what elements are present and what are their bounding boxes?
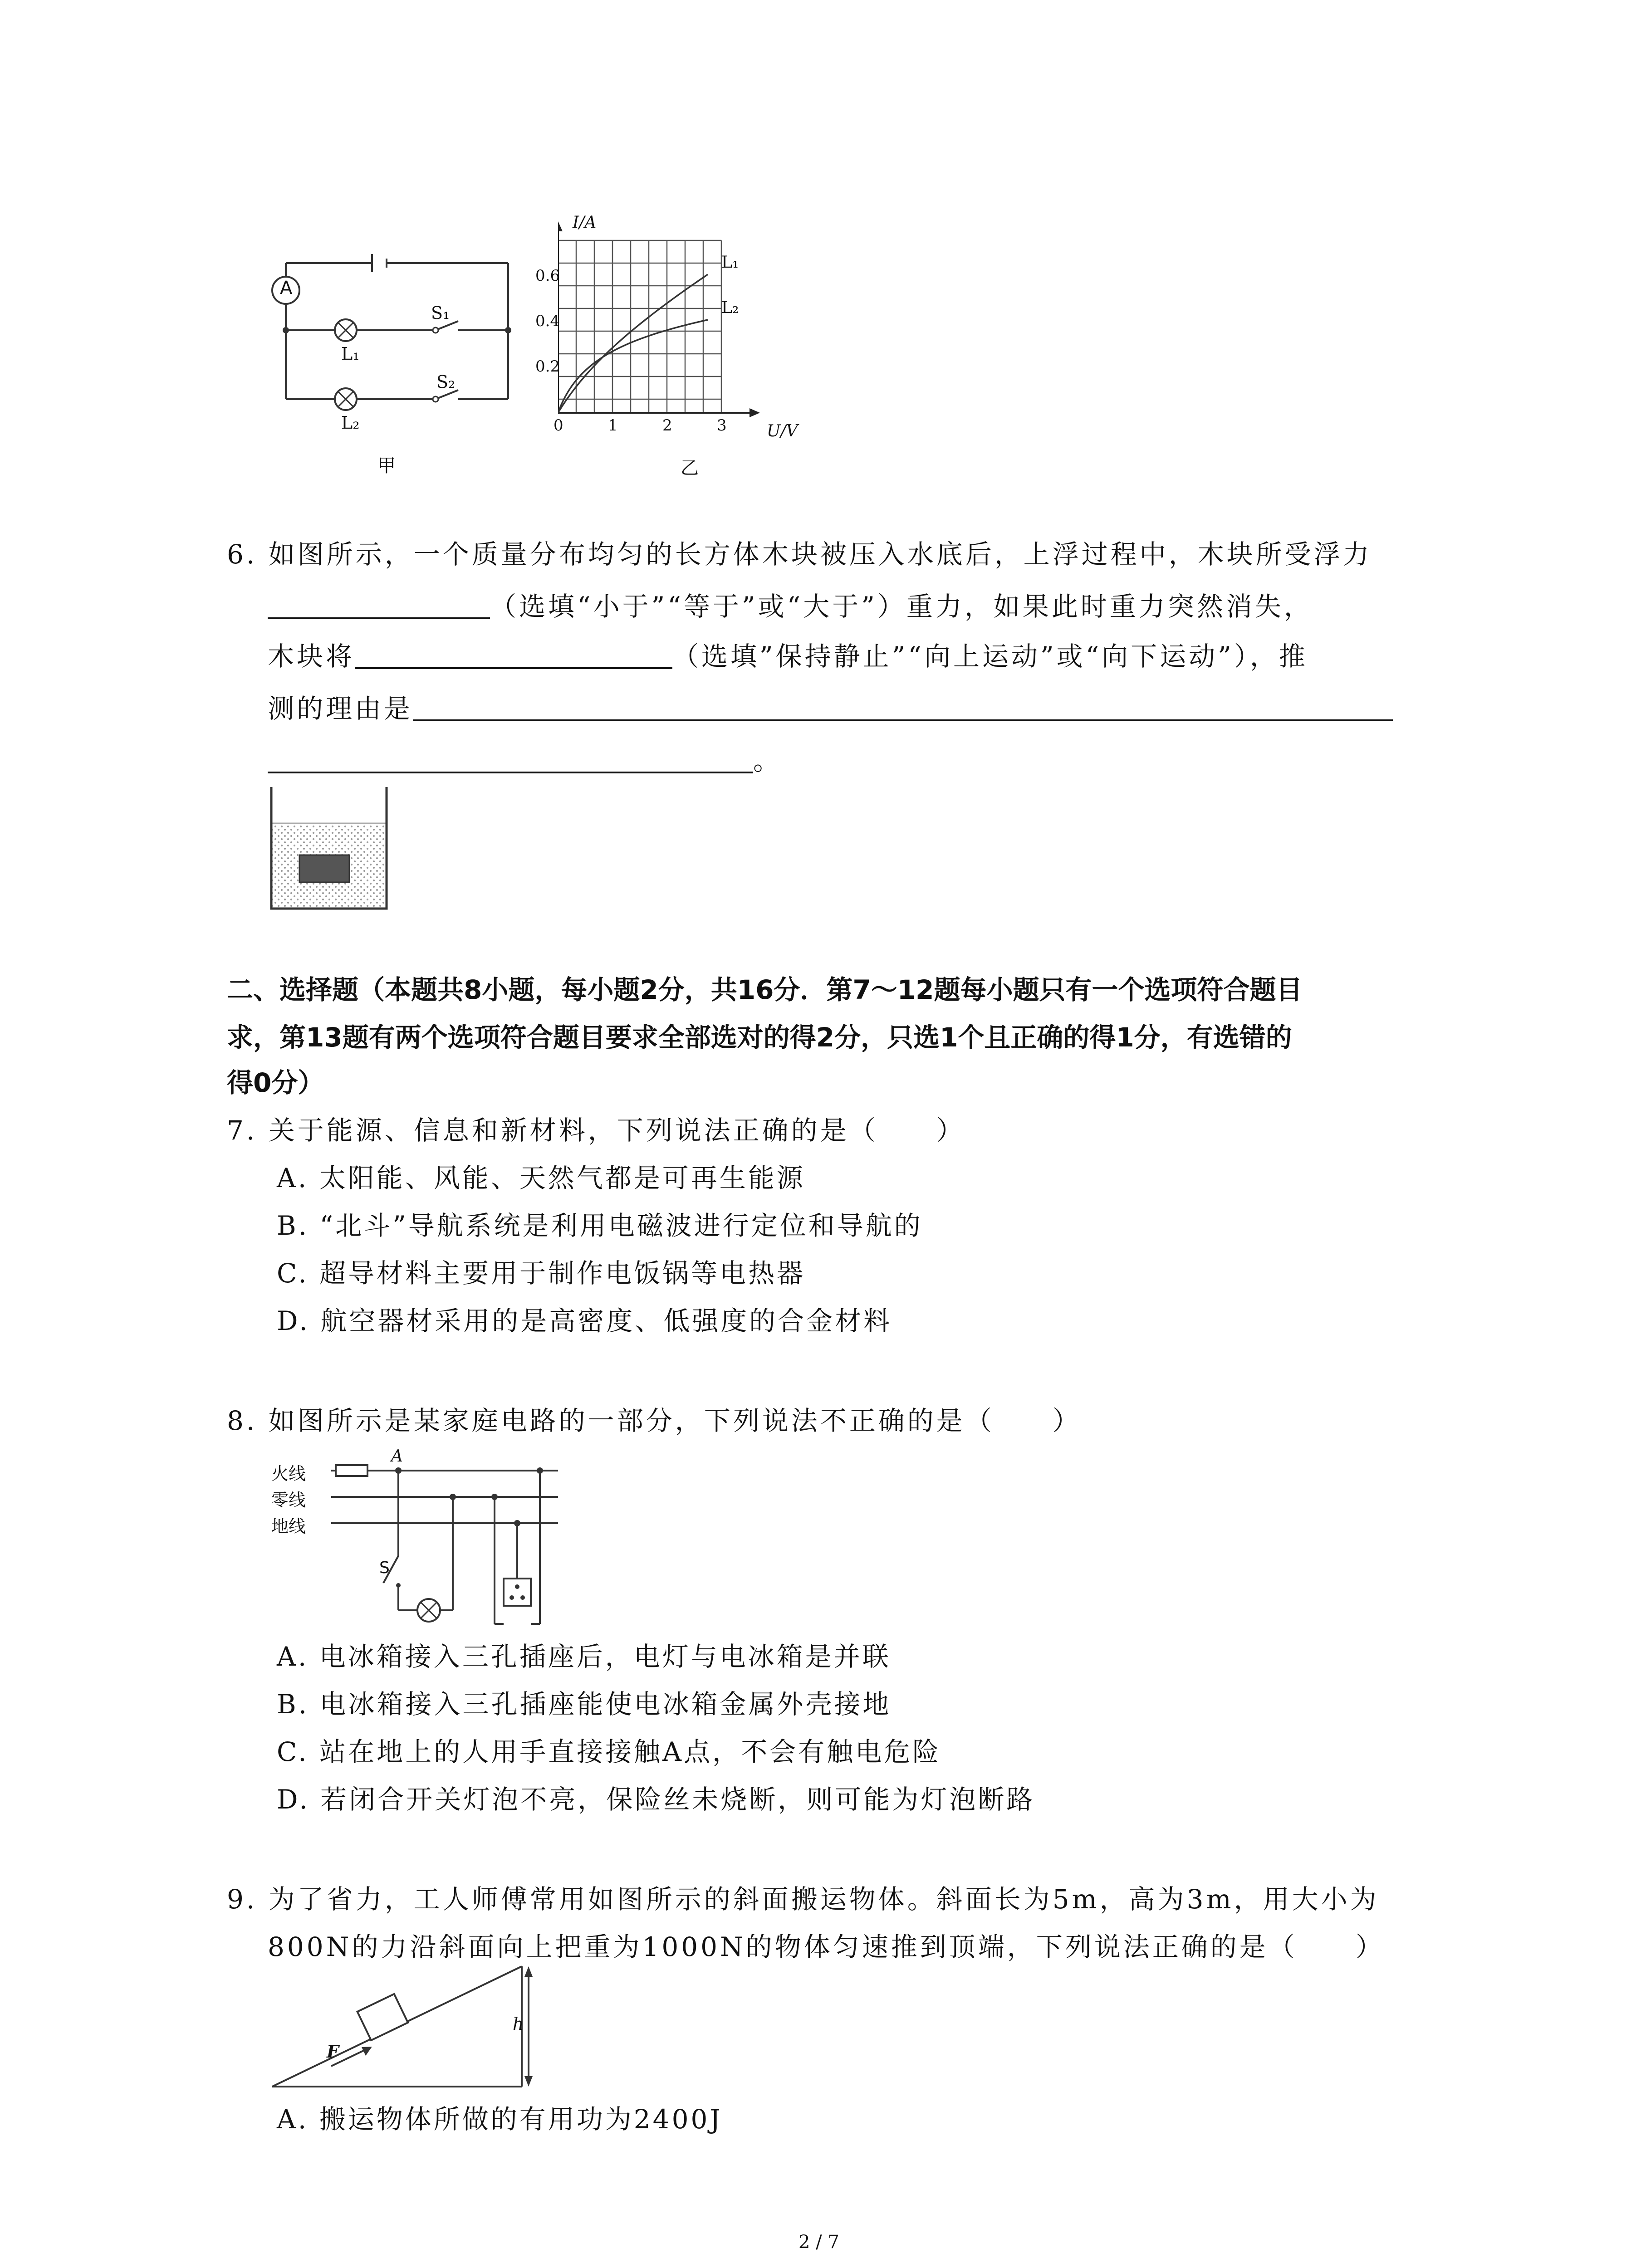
graph-y-tick-06: 0.6 [535,267,560,285]
incline-figure [268,1960,549,2096]
q6-blank-3-continued[interactable] [268,740,753,773]
q6-line1: 6. 如图所示，一个质量分布均匀的长方体木块被压入水底后，上浮过程中，木块所受浮力 [227,539,1372,570]
section2-heading-line3: 得0分） [227,1067,324,1098]
q8-option-d[interactable]: D. 若闭合开关灯泡不亮，保险丝未烧断，则可能为灯泡断路 [277,1784,1035,1815]
q6-line5-end: 。 [753,745,783,776]
switch-s2-label: S₂ [436,372,456,392]
q9-line1: 9. 为了省力，工人师傅常用如图所示的斜面搬运物体。斜面长为5m，高为3m，用大小为 [227,1884,1379,1915]
ground-wire-label: 地线 [271,1516,306,1536]
q7-option-a[interactable]: A. 太阳能、风能、天然气都是可再生能源 [277,1163,805,1193]
neutral-wire-label: 零线 [271,1490,306,1510]
graph-y-tick-04: 0.4 [535,312,560,330]
q7-stem: 7. 关于能源、信息和新材料，下列说法正确的是（ ） [227,1115,965,1146]
q6-blank-1[interactable] [268,586,490,619]
graph-x-tick-3: 3 [717,416,727,435]
graph-y-axis-label: I/A [573,213,597,232]
figure-caption-jia: 甲 [377,455,396,476]
iu-graph-yi [558,218,812,435]
q6-line3 [268,633,1308,680]
q6-line2-text: （选填“小于”“等于”或“大于”）重力，如果此时重力突然消失， [490,591,1313,622]
q6-line2 [268,583,1313,630]
lamp-l2-label: L₂ [341,413,360,433]
household-circuit-figure [268,1442,576,1633]
figure-caption-yi: 乙 [681,458,699,479]
q8-option-a[interactable]: A. 电冰箱接入三孔插座后，电灯与电冰箱是并联 [277,1641,891,1672]
q6-line4 [268,685,1393,732]
switch-s-label: S [379,1559,390,1577]
q7-option-b[interactable]: B. “北斗”导航系统是利用电磁波进行定位和导航的 [277,1210,923,1241]
q6-line4-prefix: 测的理由是 [268,693,413,724]
q9-option-a[interactable]: A. 搬运物体所做的有用功为2400J [277,2104,723,2135]
switch-s1-label: S₁ [431,303,450,323]
graph-curve-l1-label: L₁ [721,253,739,272]
graph-x-axis-label: U/V [767,422,798,440]
beaker-water-figure [268,787,390,912]
q6-blank-2[interactable] [355,635,672,669]
height-h-label: h [513,2014,524,2034]
q6-blank-3[interactable] [413,688,1393,721]
live-wire-label: 火线 [271,1464,306,1484]
graph-y-tick-02: 0.2 [535,357,560,376]
q6-line3-text: （选填”保持静止”“向上运动”或“向下运动”），推 [672,641,1308,672]
q6-line3-prefix: 木块将 [268,641,355,672]
point-a-label: A [391,1447,403,1466]
q8-option-b[interactable]: B. 电冰箱接入三孔插座能使电冰箱金属外壳接地 [277,1689,892,1720]
graph-curve-l2-label: L₂ [721,298,739,317]
q7-option-d[interactable]: D. 航空器材采用的是高密度、低强度的合金材料 [277,1305,892,1336]
force-f-label: F [327,2041,339,2062]
graph-x-tick-2: 2 [662,416,672,435]
section2-heading-line1: 二、选择题（本题共8小题，每小题2分，共16分．第7～12题每小题只有一个选项符合题目 [227,974,1303,1005]
q6-line5 [268,737,782,784]
ammeter-label: A [280,278,293,298]
lamp-l1-label: L₁ [341,344,360,364]
section2-heading-line2: 求，第13题有两个选项符合题目要求全部选对的得2分，只选1个且正确的得1分，有选错的 [227,1022,1292,1053]
graph-x-tick-1: 1 [608,416,618,435]
graph-x-tick-0: 0 [554,416,563,435]
q9-line2: 800N的力沿斜面向上把重为1000N的物体匀速推到顶端，下列说法正确的是（ ） [268,1931,1385,1962]
q8-stem: 8. 如图所示是某家庭电路的一部分，下列说法不正确的是（ ） [227,1405,1082,1436]
q7-option-c[interactable]: C. 超导材料主要用于制作电饭锅等电热器 [277,1258,806,1289]
circuit-diagram-jia [268,245,522,449]
q8-option-c[interactable]: C. 站在地上的人用手直接接触A点，不会有触电危险 [277,1736,941,1767]
page-number: 2 / 7 [798,2232,839,2253]
